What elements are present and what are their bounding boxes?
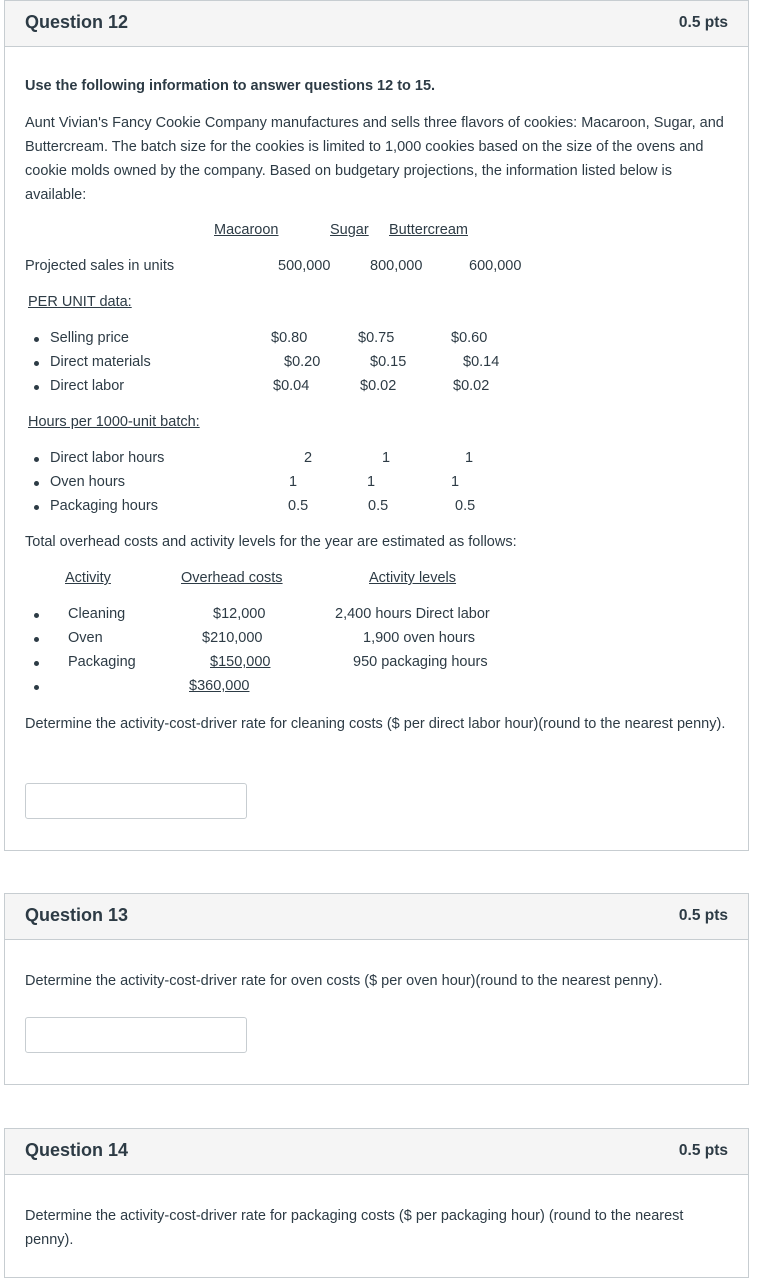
activity-level: 950 packaging hours xyxy=(353,654,488,670)
projected-sugar: 800,000 xyxy=(370,258,423,274)
cell-buttercream: $0.60 xyxy=(451,330,488,346)
bullet xyxy=(34,457,39,462)
header-activity-levels: Activity levels xyxy=(369,570,457,586)
cell-sugar: 1 xyxy=(382,450,391,466)
bullet xyxy=(34,505,39,510)
cell-macaroon: 1 xyxy=(289,474,298,490)
header-buttercream: Buttercream xyxy=(389,222,468,238)
question-title: Question 12 xyxy=(25,12,129,32)
question-prompt: Determine the activity-cost-driver rate for cleaning costs ($ per direct labor hour)(round to the nearest penny). xyxy=(25,716,726,732)
row-label: Packaging hours xyxy=(50,498,159,514)
question-header xyxy=(5,1,748,47)
projected-label: Projected sales in units xyxy=(25,258,175,274)
bullet xyxy=(34,661,39,666)
activity-name: Cleaning xyxy=(68,606,126,622)
cell-sugar: $0.15 xyxy=(370,354,407,370)
activity-cost: $12,000 xyxy=(213,606,266,622)
question-13-card xyxy=(4,893,749,1085)
row-label: Oven hours xyxy=(50,474,125,490)
intro-text: Use the following information to answer questions 12 to 15. xyxy=(25,78,436,94)
cell-buttercream: 1 xyxy=(451,474,460,490)
bullet xyxy=(34,685,39,690)
row-label: Direct labor xyxy=(50,378,125,394)
cell-macaroon: 0.5 xyxy=(288,498,309,514)
header-sugar: Sugar xyxy=(330,222,369,238)
cell-buttercream: 0.5 xyxy=(455,498,476,514)
hours-heading: Hours per 1000-unit batch: xyxy=(28,414,200,430)
cell-macaroon: $0.04 xyxy=(273,378,310,394)
question-points: 0.5 pts xyxy=(678,1142,728,1159)
row-label: Selling price xyxy=(50,330,129,346)
row-label: Direct labor hours xyxy=(50,450,165,466)
bullet xyxy=(34,613,39,618)
cell-sugar: $0.75 xyxy=(358,330,395,346)
cell-macaroon: 2 xyxy=(304,450,313,466)
per-unit-heading: PER UNIT data: xyxy=(28,294,132,310)
activity-name: Oven xyxy=(68,630,103,646)
bullet xyxy=(34,481,39,486)
projected-buttercream: 600,000 xyxy=(469,258,522,274)
activity-name: Packaging xyxy=(68,654,136,670)
bullet xyxy=(34,637,39,642)
cell-buttercream: 1 xyxy=(465,450,474,466)
bullet xyxy=(34,385,39,390)
question-header xyxy=(5,1129,748,1175)
cell-buttercream: $0.02 xyxy=(453,378,490,394)
cell-sugar: 0.5 xyxy=(368,498,389,514)
bullet xyxy=(34,337,39,342)
header-activity: Activity xyxy=(65,570,111,586)
question-12-card xyxy=(4,0,749,851)
question-14-card xyxy=(4,1128,749,1278)
question-prompt: Determine the activity-cost-driver rate for oven costs ($ per oven hour)(round to the nearest penny). xyxy=(25,973,663,989)
cell-buttercream: $0.14 xyxy=(463,354,500,370)
question-prompt: Determine the activity-cost-driver rate for packaging costs ($ per packaging hour) (round to the nearest penny). xyxy=(25,1208,684,1248)
header-overhead-costs: Overhead costs xyxy=(181,570,283,586)
activity-level: 1,900 oven hours xyxy=(363,630,476,646)
cell-sugar: 1 xyxy=(367,474,376,490)
header-macaroon: Macaroon xyxy=(214,222,279,238)
answer-input[interactable] xyxy=(25,783,247,819)
cell-macaroon: $0.80 xyxy=(271,330,308,346)
cell-macaroon: $0.20 xyxy=(284,354,321,370)
cell-sugar: $0.02 xyxy=(360,378,397,394)
question-points: 0.5 pts xyxy=(678,907,728,924)
question-points: 0.5 pts xyxy=(678,14,728,31)
overhead-intro: Total overhead costs and activity levels for the year are estimated as follows: xyxy=(25,534,517,550)
question-title: Question 13 xyxy=(25,905,129,925)
row-label: Direct materials xyxy=(50,354,151,370)
activity-level: 2,400 hours Direct labor xyxy=(335,606,490,622)
bullet xyxy=(34,361,39,366)
question-header xyxy=(5,894,748,940)
total-overhead-cost: $360,000 xyxy=(189,678,250,694)
question-title: Question 14 xyxy=(25,1140,129,1160)
answer-input[interactable] xyxy=(25,1017,247,1053)
activity-cost: $210,000 xyxy=(202,630,263,646)
projected-macaroon: 500,000 xyxy=(278,258,331,274)
activity-cost: $150,000 xyxy=(210,654,271,670)
scenario-paragraph: Aunt Vivian's Fancy Cookie Company manufactures and sells three flavors of cookies: Macaroon, Sugar, and Buttercream. The batch size for the cookies is limited to 1,000 cookies based on the size of the ovens and cookie molds owned by the company. Based on budgetary projections, the information listed below is available: xyxy=(25,115,724,203)
